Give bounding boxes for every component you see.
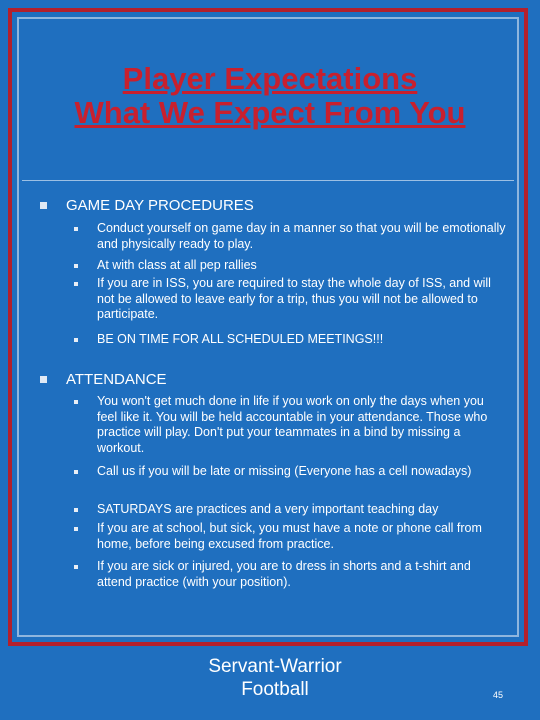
- list-item: Call us if you will be late or missing (Everyone has a cell nowadays): [97, 464, 472, 478]
- slide-title-line2: What We Expect From You: [74, 95, 466, 130]
- list-item: Conduct yourself on game day in a manner so that you will be emotionally and physically ready to play.: [97, 221, 506, 251]
- bullet-icon: [74, 565, 78, 569]
- bullet-icon: [74, 400, 78, 404]
- slide-title-line1: Player Expectations: [122, 61, 418, 96]
- section-bullet-icon: [40, 376, 47, 383]
- list-item: If you are sick or injured, you are to dress in shorts and a t-shirt and attend practice (with your position).: [97, 559, 471, 589]
- title-divider: [22, 180, 514, 181]
- list-item: If you are in ISS, you are required to stay the whole day of ISS, and will not be allowed to leave early for a trip, thus you will not be allowed to participate.: [97, 276, 491, 321]
- list-item: At with class at all pep rallies: [97, 258, 257, 272]
- section-heading: ATTENDANCE: [66, 371, 167, 388]
- bullet-icon: [74, 264, 78, 268]
- list-item: You won't get much done in life if you work on only the days when you feel like it. You will be held accountable in your attendance. Those who practice will play. Don't put your teammates in a bind by missing a workout.: [97, 394, 488, 455]
- list-item: SATURDAYS are practices and a very important teaching day: [97, 502, 439, 516]
- bullet-icon: [74, 470, 78, 474]
- bullet-icon: [74, 338, 78, 342]
- list-item: If you are at school, but sick, you must have a note or phone call from home, before being excused from practice.: [97, 521, 482, 551]
- bullet-icon: [74, 282, 78, 286]
- list-item: BE ON TIME FOR ALL SCHEDULED MEETINGS!!!: [97, 332, 384, 346]
- bullet-icon: [74, 508, 78, 512]
- section-heading: GAME DAY PROCEDURES: [66, 197, 254, 214]
- bullet-icon: [74, 227, 78, 231]
- section-bullet-icon: [40, 202, 47, 209]
- footer-line1: Servant-Warrior: [208, 656, 342, 677]
- page-number: 45: [493, 690, 504, 700]
- footer-line2: Football: [241, 679, 309, 700]
- bullet-icon: [74, 527, 78, 531]
